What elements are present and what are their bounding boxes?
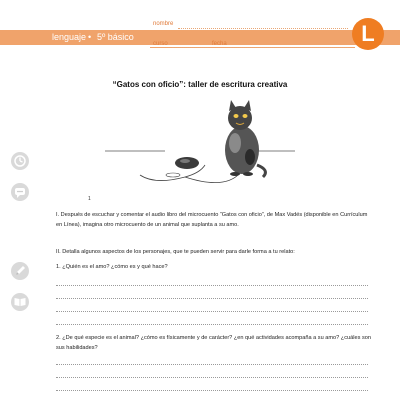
book-icon bbox=[11, 293, 29, 311]
grade-label: 5º básico bbox=[97, 32, 134, 42]
course-field[interactable] bbox=[172, 47, 208, 48]
subject-label: lenguaje bbox=[52, 32, 87, 42]
pencil-icon bbox=[11, 262, 29, 280]
name-label: nombre bbox=[153, 21, 174, 27]
answer-line[interactable] bbox=[56, 377, 368, 378]
sidebar bbox=[0, 0, 40, 400]
question-1: 1. ¿Quién es el amo? ¿cómo es y qué hace? bbox=[56, 264, 168, 270]
chat-icon bbox=[11, 183, 29, 201]
subject-logo: L bbox=[352, 18, 384, 50]
answer-line[interactable] bbox=[56, 364, 368, 365]
question-2: 2. ¿De qué especie es el animal? ¿cómo es físicamente y de carácter? ¿en qué actividades acompaña a su amo? ¿cuáles son sus habilidades? bbox=[56, 335, 371, 351]
date-label: fecha bbox=[212, 41, 227, 47]
answer-line[interactable] bbox=[56, 390, 368, 391]
answer-line[interactable] bbox=[56, 311, 368, 312]
page-marker: 1 bbox=[88, 196, 91, 202]
header-separator: • bbox=[88, 32, 92, 42]
date-field[interactable] bbox=[230, 47, 348, 48]
name-field[interactable] bbox=[178, 28, 348, 29]
clock-icon bbox=[11, 152, 29, 170]
answer-line[interactable] bbox=[56, 324, 368, 325]
course-label: curso bbox=[153, 41, 168, 47]
answer-line[interactable] bbox=[56, 298, 368, 299]
section-1-text: I. Después de escuchar y comentar el audio libro del microcuento “Gatos con oficio”, de Max Vadés (disponible en Currículum en Línea), imagina otro microcuento de un animal que suplanta a su amo. bbox=[56, 212, 368, 228]
cat-illustration bbox=[105, 95, 305, 190]
worksheet-title: “Gatos con oficio”: taller de escritura creativa bbox=[112, 80, 288, 89]
answer-line[interactable] bbox=[56, 285, 368, 286]
section-2-intro: II. Detalla algunos aspectos de los personajes, que te pueden servir para darle forma a tu relato: bbox=[56, 249, 295, 255]
